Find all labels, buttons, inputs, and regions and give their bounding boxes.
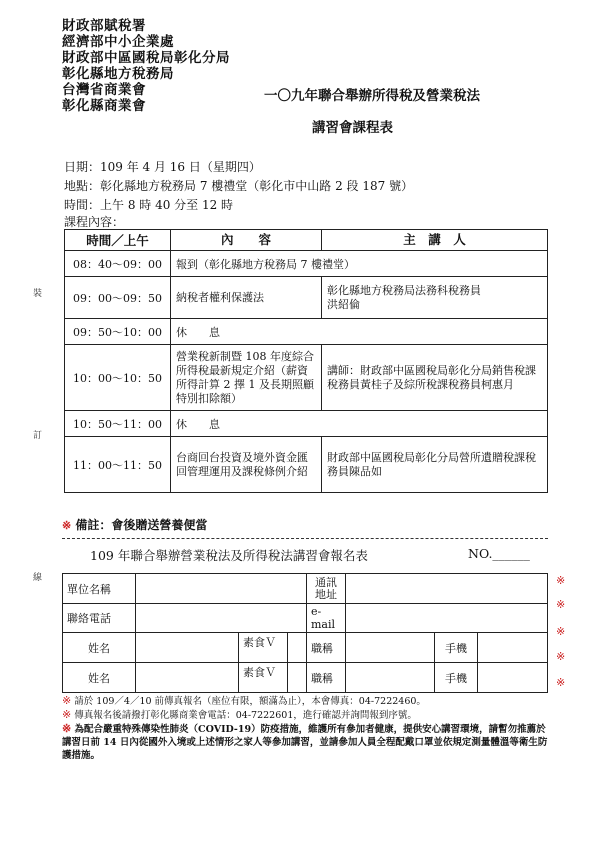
session-time: 11：00～11：50 bbox=[65, 437, 171, 493]
form-row bbox=[63, 663, 548, 693]
session-content: 台商回台投資及境外資金匯回管理運用及課稅條例介紹 bbox=[171, 437, 322, 493]
organizer: 財政部賦稅署 bbox=[62, 18, 146, 34]
address-field[interactable] bbox=[346, 574, 548, 604]
email-label: e-mail bbox=[307, 604, 346, 633]
session-content: 報到（彰化縣地方稅務局 7 樓禮堂） bbox=[171, 251, 548, 277]
star-icon: ※ bbox=[556, 650, 566, 663]
session-time: 09：00～09：50 bbox=[65, 277, 171, 319]
binding-mark: 訂 bbox=[33, 431, 43, 441]
mobile-label: 手機 bbox=[435, 633, 478, 663]
remark-text: 備註：會後贈送營養便當 bbox=[75, 518, 208, 532]
table-row bbox=[65, 319, 548, 345]
table-row bbox=[65, 345, 548, 411]
table-row bbox=[65, 251, 548, 277]
table-row bbox=[65, 277, 548, 319]
star-icon: ※ bbox=[62, 722, 72, 735]
doc-subtitle: 講習會課程表 bbox=[312, 120, 393, 136]
schedule-table bbox=[64, 229, 548, 493]
note-item: ※ 傳真報名後請撥打彰化縣商業會電話：04-7222601，進行確認并詢問報到序號。 bbox=[62, 708, 417, 721]
organizer-list bbox=[62, 18, 230, 114]
job-title-label: 職稱 bbox=[307, 663, 346, 693]
star-icon: ※ bbox=[62, 519, 72, 532]
vegetarian-checkbox[interactable]: 素食Ｖ bbox=[239, 633, 288, 663]
session-content: 納稅者權利保護法 bbox=[171, 277, 322, 319]
organizer: 經濟部中小企業處 bbox=[62, 34, 174, 50]
name-field[interactable] bbox=[136, 633, 239, 663]
organizer: 財政部中區國稅局彰化分局 bbox=[62, 50, 230, 66]
session-speaker: 講師：財政部中區國稅局彰化分局銷售稅課稅務員黃桂子及綜所稅課稅務員柯惠月 bbox=[322, 345, 548, 411]
job-title-field[interactable] bbox=[346, 663, 435, 693]
star-icon: ※ bbox=[556, 625, 566, 638]
mobile-field[interactable] bbox=[478, 633, 548, 663]
star-icon: ※ bbox=[556, 676, 566, 689]
organizer: 彰化縣商業會 bbox=[62, 98, 146, 114]
header-content: 內 容 bbox=[171, 230, 322, 251]
binding-mark: 線 bbox=[33, 573, 43, 583]
remark bbox=[62, 516, 207, 533]
note-item: ※ 請於 109／4／10 前傳真報名（座位有限，額滿為止），本會傳真：04-7222460。 bbox=[62, 694, 426, 707]
session-time: 09：50～10：00 bbox=[65, 319, 171, 345]
event-date: 日期：109 年 4 月 16 日（星期四） bbox=[64, 160, 261, 174]
mobile-field[interactable] bbox=[478, 663, 548, 693]
cut-line bbox=[62, 538, 548, 539]
form-row bbox=[63, 604, 548, 633]
session-speaker: 彰化縣地方稅務局法務科稅務員 洪紹倫 bbox=[322, 277, 548, 319]
job-title-field[interactable] bbox=[346, 633, 435, 663]
registration-number: NO.______ bbox=[468, 546, 530, 561]
star-icon: ※ bbox=[62, 708, 72, 721]
table-row bbox=[65, 437, 548, 493]
email-field[interactable] bbox=[346, 604, 548, 633]
job-title-label: 職稱 bbox=[307, 633, 346, 663]
name-label: 姓名 bbox=[63, 633, 136, 663]
header-speaker: 主 講 人 bbox=[322, 230, 548, 251]
event-time: 時間：上午 8 時 40 分至 12 時 bbox=[64, 198, 234, 212]
registration-form bbox=[62, 573, 548, 693]
address-label: 通訊 地址 bbox=[307, 574, 346, 604]
unit-name-field[interactable] bbox=[136, 574, 307, 604]
event-place: 地點：彰化縣地方稅務局 7 樓禮堂（彰化市中山路 2 段 187 號） bbox=[64, 179, 414, 193]
organizer: 彰化縣地方稅務局 bbox=[62, 66, 174, 82]
star-icon: ※ bbox=[556, 574, 566, 587]
notes bbox=[62, 694, 550, 762]
session-content: 營業稅新制暨 108 年度綜合所得稅最新規定介紹（薪資所得計算 2 擇 1 及長期照顧特別扣除額） bbox=[171, 345, 322, 411]
header-time: 時間／上午 bbox=[65, 230, 171, 251]
course-label: 課程內容： bbox=[64, 215, 125, 229]
binding-mark: 裝 bbox=[33, 289, 43, 299]
unit-name-label: 單位名稱 bbox=[63, 574, 136, 604]
schedule-header-row bbox=[65, 230, 548, 251]
vegetarian-checkbox[interactable]: 素食Ｖ bbox=[239, 663, 288, 693]
registration-title: 109 年聯合舉辦營業稅法及所得稅法講習會報名表 bbox=[90, 548, 368, 563]
session-speaker: 財政部中區國稅局彰化分局營所遺贈稅課稅務員陳品如 bbox=[322, 437, 548, 493]
star-icon: ※ bbox=[62, 694, 72, 707]
form-row bbox=[63, 633, 548, 663]
form-row bbox=[63, 574, 548, 604]
note-item: ※ 為配合嚴重特殊傳染性肺炎（COVID-19）防疫措施，維護所有參加者健康，提供安心講習環境，請暫勿推薦於講習日前 14 日內從國外入境或上述情形之家人等參加講習，並請參加人員全程配戴口罩並依規定測量體溫等衛生防護措施。 bbox=[62, 722, 548, 761]
name-label: 姓名 bbox=[63, 663, 136, 693]
phone-field[interactable] bbox=[136, 604, 307, 633]
name-field[interactable] bbox=[136, 663, 239, 693]
organizer: 台灣省商業會 bbox=[62, 82, 146, 98]
session-content: 休 息 bbox=[171, 319, 548, 345]
session-time: 08：40～09：00 bbox=[65, 251, 171, 277]
mobile-label: 手機 bbox=[435, 663, 478, 693]
star-icon: ※ bbox=[556, 598, 566, 611]
session-time: 10：00～10：50 bbox=[65, 345, 171, 411]
doc-title: 一〇九年聯合舉辦所得稅及營業稅法 bbox=[264, 88, 480, 104]
phone-label: 聯絡電話 bbox=[63, 604, 136, 633]
table-row bbox=[65, 411, 548, 437]
session-content: 休 息 bbox=[171, 411, 548, 437]
session-time: 10：50～11：00 bbox=[65, 411, 171, 437]
